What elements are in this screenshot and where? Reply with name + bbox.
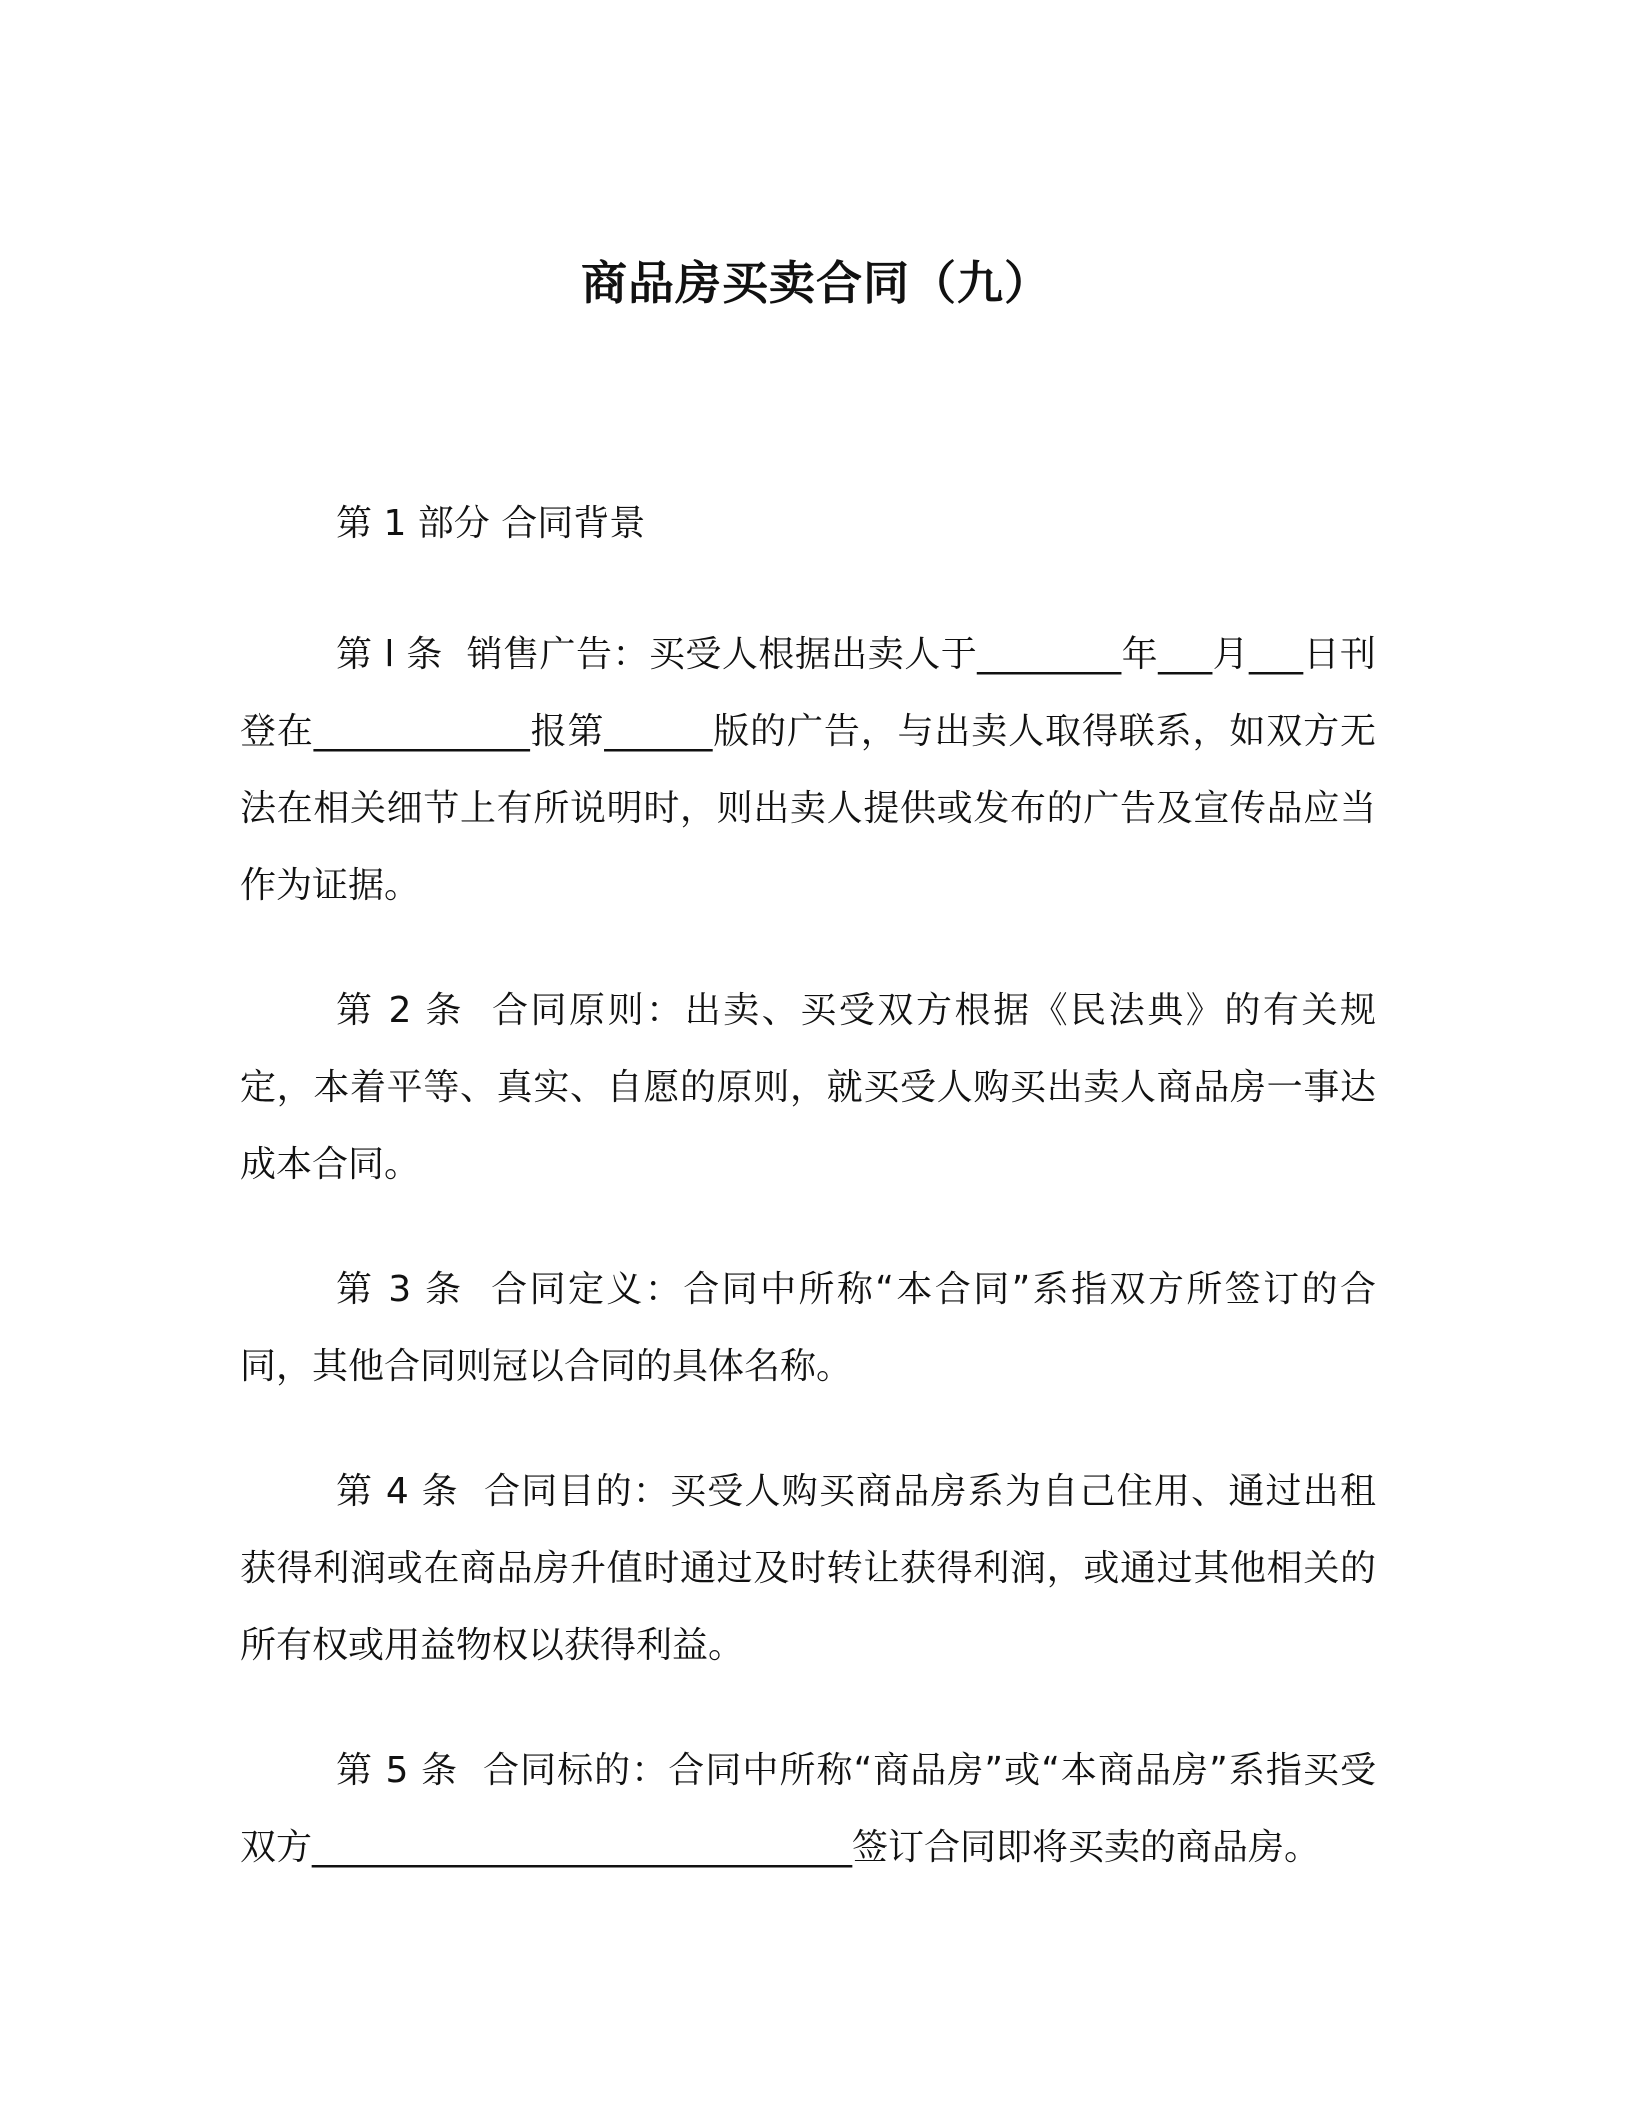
- document-body: [240, 496, 1376, 1934]
- part-heading: 第 1 部分 合同背景: [336, 503, 646, 544]
- article-5: 第 5 条 合同标的：合同中所称“商品房”或“本商品房”系指买受双方______________________________签订合同即将买卖的商品房。: [240, 1750, 1376, 1868]
- article-2: 第 2 条 合同原则：出卖、买受双方根据《民法典》的有关规定，本着平等、真实、自愿的原则，就买受人购买出卖人商品房一事达成本合同。: [240, 990, 1376, 1185]
- article-4: 第 4 条 合同目的：买受人购买商品房系为自己住用、通过出租获得利润或在商品房升值时通过及时转让获得利润，或通过其他相关的所有权或用益物权以获得利益。: [240, 1471, 1376, 1666]
- document-title: 商品房买卖合同（九）: [581, 255, 1051, 310]
- article-3: 第 3 条 合同定义：合同中所称“本合同”系指双方所签订的合同，其他合同则冠以合同的具体名称。: [240, 1269, 1376, 1387]
- article-1: 第 l 条 销售广告：买受人根据出卖人于________年___月___日刊登在____________报第______版的广告，与出卖人取得联系，如双方无法在相关细节上有所说明时，则出卖人提供或发布的广告及宣传品应当作为证据。: [240, 634, 1376, 906]
